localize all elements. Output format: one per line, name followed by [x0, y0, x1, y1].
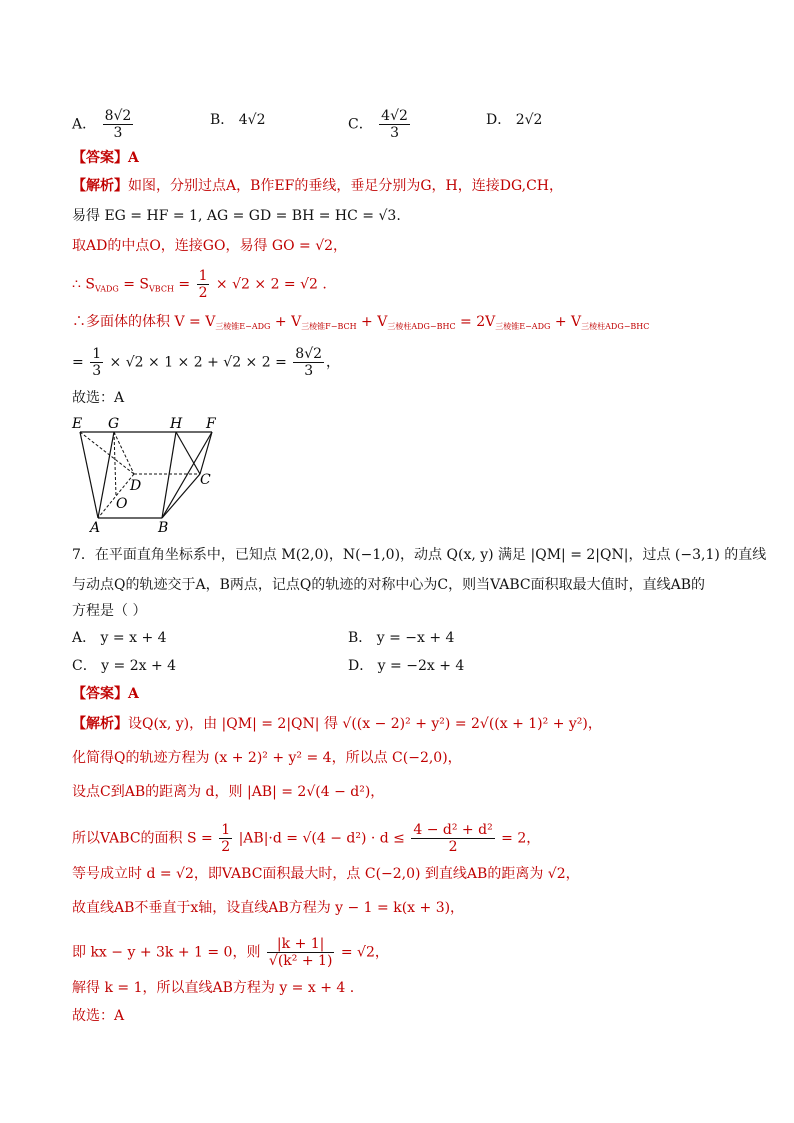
option-a-fraction: $\frac{8√2}{3}$: [104, 108, 132, 141]
q7-analysis-line1: 【解析】设Q(x, y)，由 |QM| = 2|QN| 得 √((x − 2)² + y²) = 2√((x + 1)² + y²)，: [72, 716, 602, 732]
q7-analysis-line4: 所以VABC的面积 S = $\frac{1}{2}$ |AB|·d = √(4 − d²) · d ≤ $\frac{\text{4 − d² + d²}}{2}$ = 2，: [72, 822, 541, 855]
label-e: E: [72, 416, 83, 432]
label-b: B: [158, 520, 169, 536]
q6-option-d: [486, 110, 542, 130]
q7-analysis-line6: 故直线AB不垂直于x轴，设直线AB方程为 y − 1 = k(x + 3)，: [72, 900, 465, 916]
q7-analysis-line3: 设点C到AB的距离为 d，则 |AB| = 2√(4 − d²)，: [72, 784, 385, 800]
label-o: O: [116, 496, 128, 512]
option-c-label: C．: [348, 116, 373, 133]
q6-analysis-line4: ∴ $S_{VADG} = S_{VBCH}$ = $\frac{1}{2}$ × √2 × 2 = √2 .: [72, 268, 327, 301]
q6-option-c: [348, 108, 412, 141]
option-d-value: 2√2: [515, 112, 543, 128]
polyhedron-figure: [70, 412, 230, 536]
q6-analysis-line1: 【解析】如图，分别过点A，B作EF的垂线，垂足分别为G，H，连接DG,CH，: [72, 178, 564, 194]
q6-choice: 故选：A: [72, 390, 125, 406]
edge-gd: [114, 432, 134, 474]
edge-hc: [176, 432, 200, 474]
option-b-value: 4√2: [238, 112, 266, 128]
q6-answer: 【答案】A: [72, 150, 139, 166]
q7-stem-line3: 方程是（ ）: [72, 603, 147, 619]
label-d: D: [130, 478, 142, 494]
option-d-label: D．: [486, 112, 512, 128]
label-h: H: [170, 416, 183, 432]
option-b-label: B．: [210, 112, 235, 128]
q6-option-b: [210, 110, 266, 130]
q7-stem-line1: 7．在平面直角坐标系中，已知点 M(2,0)，N(−1,0)，动点 Q(x, y) 满足 |QM| = 2|QN|，过点 (−3,1) 的直线: [72, 547, 767, 563]
edge-go: [114, 432, 116, 496]
label-g: G: [108, 416, 120, 432]
q6-analysis-line3: 取AD的中点O，连接GO，易得 GO = √2，: [72, 238, 348, 254]
option-c-fraction: $\frac{4√2}{3}$: [381, 108, 408, 141]
option-a-label: A．: [72, 116, 97, 133]
edge-ea: [80, 432, 98, 518]
q7-answer: 【答案】A: [72, 686, 139, 702]
q6-analysis-line6: = $\frac{1}{3}$ × √2 × 1 × 2 + √2 × 2 = $\frac{8√2}{3}$ ，: [72, 346, 341, 379]
q6-option-a: [72, 108, 135, 141]
q7-analysis-line2: 化简得Q的轨迹方程为 (x + 2)² + y² = 4，所以点 C(−2,0)，: [72, 750, 462, 766]
q7-choice: 故选：A: [72, 1008, 125, 1024]
q7-analysis-line7: 即 kx − y + 3k + 1 = 0，则 $\frac{|k + 1|}{\text{√(k² + 1)}}$ = √2，: [72, 936, 389, 969]
q7-analysis-line8: 解得 k = 1，所以直线AB方程为 y = x + 4 .: [72, 980, 355, 996]
q6-analysis-line5: ∴多面体的体积 $V = V_{三棱锥E-ADG} + V_{三棱锥F-BCH} + V_{三棱柱ADG-BHC} = 2V_{三棱锥E-ADG} + V_{三棱柱ADG-BHC}$: [72, 314, 650, 331]
label-c: C: [200, 472, 211, 488]
edge-fc: [200, 432, 212, 474]
q7-stem-line2: 与动点Q的轨迹交于A，B两点，记点Q的轨迹的对称中心为C，则当VABC面积取最大值时，直线AB的: [72, 577, 705, 593]
q7-option-d: D． y = −2x + 4: [348, 658, 465, 674]
edge-ga: [98, 432, 114, 518]
q7-option-c: C． y = 2x + 4: [72, 658, 177, 674]
q7-option-a: A． y = x + 4: [72, 630, 167, 646]
q7-option-b: B． y = −x + 4: [348, 630, 455, 646]
q6-analysis-line2: 易得 EG = HF = 1, AG = GD = BH = HC = √3.: [72, 208, 401, 224]
label-f: F: [206, 416, 216, 432]
label-a: A: [90, 520, 101, 536]
q7-analysis-line5: 等号成立时 d = √2，即VABC面积最大时，点 C(−2,0) 到直线AB的距离为 √2，: [72, 866, 580, 882]
